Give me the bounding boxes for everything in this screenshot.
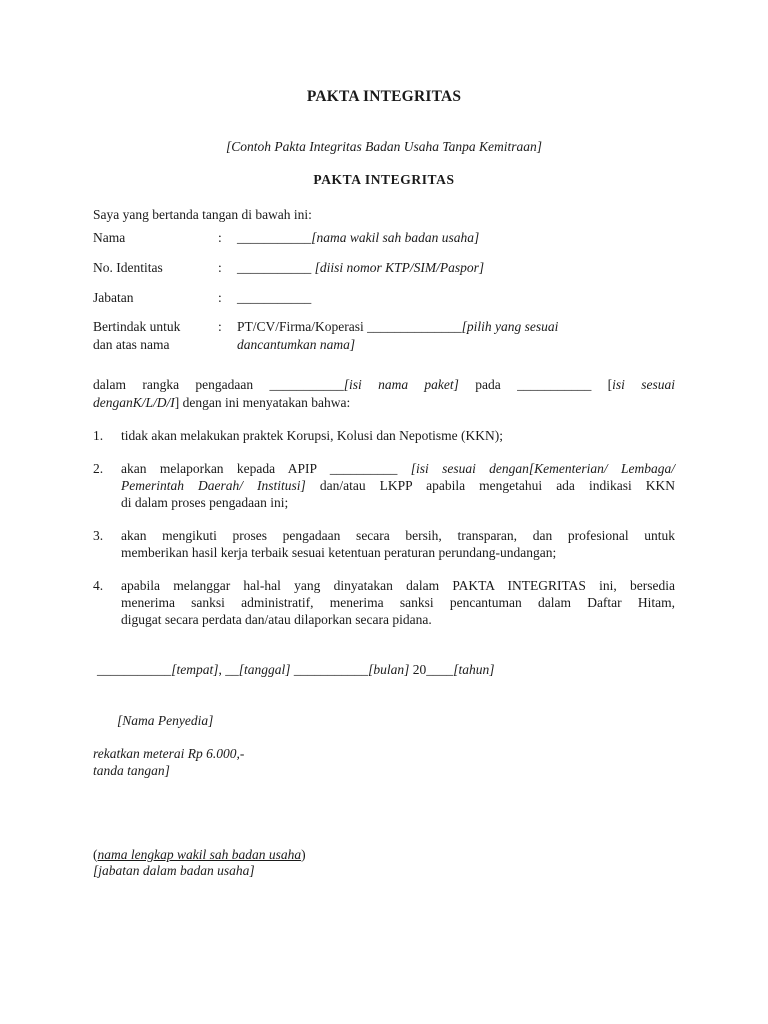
rangka-text: pada [475, 377, 501, 392]
signatory-name-hint: nama lengkap wakil sah badan usaha [97, 847, 302, 862]
blank-line: __________ [329, 461, 398, 476]
signatory-position: [jabatan dalam badan usaha] [93, 863, 255, 878]
item-line [121, 460, 675, 477]
date-line [97, 661, 495, 678]
item-number: 3. [93, 528, 104, 543]
field-label-identitas: No. Identitas [93, 260, 163, 275]
item-text [121, 460, 675, 511]
rangka-text: ] dengan ini menyatakan bahwa: [174, 395, 351, 410]
year-prefix: 20 [412, 662, 427, 677]
item-number: 2. [93, 461, 104, 476]
item-number: 4. [93, 578, 104, 593]
item-number: 1. [93, 428, 104, 443]
bracket: [ [607, 377, 613, 392]
item-line: digugat secara perdata dan/atau dilaporkan secara pidana. [121, 612, 432, 627]
penyedia-name: [Nama Penyedia] [117, 713, 214, 728]
materai-note: rekatkan meterai Rp 6.000,- [93, 746, 245, 761]
field-hint: [pilih yang sesuai [461, 319, 559, 334]
instansi-hint: isi sesuai [612, 377, 676, 392]
item-line: akan mengikuti proses pengadaan secara bersih, transparan, dan profesional untuk [121, 528, 675, 543]
field-colon: : [218, 260, 222, 275]
field-label-nama: Nama [93, 230, 126, 245]
separator: , [218, 662, 226, 677]
item-text-part: akan melaporkan kepada APIP [121, 461, 317, 476]
blank-line: ______________ [367, 319, 462, 334]
blank-line: ____ [426, 662, 454, 677]
field-hint: [diisi nomor KTP/SIM/Paspor] [314, 260, 485, 275]
month-hint: [bulan] [368, 662, 410, 677]
apip-hint: Pemerintah Daerah/ Institusi] [121, 478, 306, 493]
field-value-bertindak [237, 318, 558, 335]
document-subtitle: [Contoh Pakta Integritas Badan Usaha Tanpa Kemitraan] [225, 139, 543, 154]
field-label-jabatan: Jabatan [93, 290, 134, 305]
field-hint-cont: dancantumkan nama] [237, 337, 356, 352]
item-line: menerima sanksi administratif, menerima sanksi pencantuman dalam Daftar Hitam, [121, 595, 675, 610]
item-line: apabila melanggar hal-hal yang dinyatakan dalam PAKTA INTEGRITAS ini, bersedia [121, 578, 675, 593]
year-hint: [tahun] [453, 662, 495, 677]
field-hint: [nama wakil sah badan usaha] [311, 230, 480, 245]
field-colon: : [218, 290, 222, 305]
document-title: PAKTA INTEGRITAS [306, 88, 462, 105]
paren: ) [301, 847, 306, 862]
instansi-hint: denganK/L/D/I [93, 395, 175, 410]
blank-line: __ [225, 662, 239, 677]
blank-line: ___________ [237, 230, 312, 245]
section-title: PAKTA INTEGRITAS [313, 172, 455, 187]
blank-line: ___________ [237, 260, 312, 275]
paren: ( [93, 847, 98, 862]
blank-line: ___________ [293, 662, 369, 677]
day-hint: [tanggal] [238, 662, 291, 677]
paket-hint: [isi nama paket] [343, 377, 459, 392]
item-line [121, 477, 675, 494]
rangka-line-2 [93, 394, 350, 411]
item-text [121, 527, 675, 561]
intro-text: Saya yang bertanda tangan di bawah ini: [93, 207, 312, 222]
blank-line: ___________ [517, 377, 592, 392]
place-hint: [tempat] [171, 662, 219, 677]
item-line: memberikan hasil kerja terbaik sesuai ketentuan peraturan perundang-undangan; [121, 545, 557, 560]
field-value-nama [237, 229, 479, 246]
field-colon: : [218, 230, 222, 245]
blank-line: ___________ [97, 662, 172, 677]
signatory-name [93, 846, 306, 863]
rangka-text: dalam rangka pengadaan [93, 377, 254, 392]
field-value-identitas [237, 259, 484, 276]
item-text: tidak akan melakukan praktek Korupsi, Kolusi dan Nepotisme (KKN); [121, 428, 504, 443]
field-value-jabatan: ___________ [237, 290, 312, 305]
field-colon: : [218, 319, 222, 334]
item-line: di dalam proses pengadaan ini; [121, 495, 289, 510]
item-text-part: dan/atau LKPP apabila mengetahui ada indikasi KKN [319, 478, 675, 493]
field-label-bertindak: Bertindak untuk [93, 319, 181, 334]
item-text [121, 577, 675, 628]
field-label-atas-nama: dan atas nama [93, 337, 170, 352]
rangka-line-1 [93, 376, 675, 393]
blank-line: ___________ [269, 377, 344, 392]
entity-type: PT/CV/Firma/Koperasi [237, 319, 364, 334]
apip-hint: [isi sesuai dengan[Kementerian/ Lembaga/ [410, 461, 676, 476]
signature-note: tanda tangan] [93, 763, 170, 778]
